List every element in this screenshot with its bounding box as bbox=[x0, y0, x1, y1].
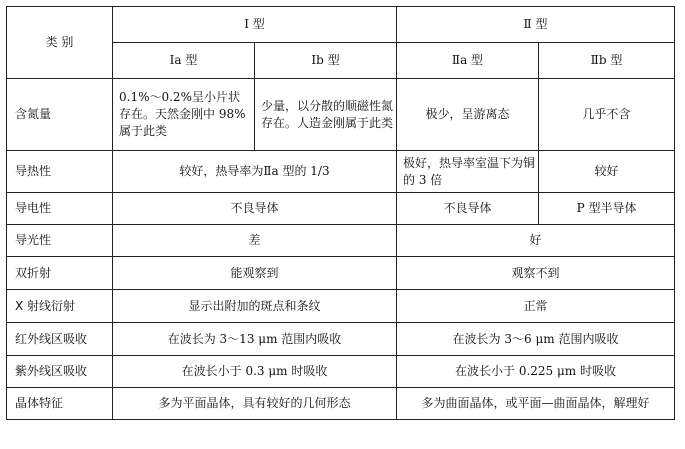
table-row bbox=[7, 388, 675, 420]
table-row bbox=[7, 356, 675, 388]
row-label-xray: X 射线衍射 bbox=[7, 290, 113, 323]
nitrogen-type-1b: 少量，以分散的顺磁性氮存在。人造金刚属于此类 bbox=[255, 79, 397, 151]
infrared-type-2: 在波长为 3～6 μm 范围内吸收 bbox=[397, 323, 675, 356]
table-row bbox=[7, 257, 675, 290]
nitrogen-type-2b: 几乎不含 bbox=[539, 79, 675, 151]
row-label-ultraviolet: 紫外线区吸收 bbox=[7, 356, 113, 388]
row-label-electric: 导电性 bbox=[7, 193, 113, 225]
row-label-crystal: 晶体特征 bbox=[7, 388, 113, 420]
ultraviolet-type-1: 在波长小于 0.3 μm 时吸收 bbox=[113, 356, 397, 388]
table-row bbox=[7, 151, 675, 193]
nitrogen-type-1a: 0.1%～0.2%呈小片状存在。天然金刚中 98%属于此类 bbox=[113, 79, 255, 151]
electric-type-1: 不良导体 bbox=[113, 193, 397, 225]
birefringence-type-2: 观察不到 bbox=[397, 257, 675, 290]
diamond-type-comparison-table bbox=[6, 6, 675, 420]
header-type-2: Ⅱ 型 bbox=[397, 7, 675, 43]
crystal-type-1: 多为平面晶体，具有较好的几何形态 bbox=[113, 388, 397, 420]
electric-type-2a: 不良导体 bbox=[397, 193, 539, 225]
optical-type-1: 差 bbox=[113, 225, 397, 257]
header-type-1a: Ⅰa 型 bbox=[113, 43, 255, 79]
row-label-thermal: 导热性 bbox=[7, 151, 113, 193]
table-row bbox=[7, 323, 675, 356]
crystal-type-2: 多为曲面晶体，或平面—曲面晶体，解理好 bbox=[397, 388, 675, 420]
birefringence-type-1: 能观察到 bbox=[113, 257, 397, 290]
xray-type-2: 正常 bbox=[397, 290, 675, 323]
row-label-birefringence: 双折射 bbox=[7, 257, 113, 290]
infrared-type-1: 在波长为 3～13 μm 范围内吸收 bbox=[113, 323, 397, 356]
header-type-2a: Ⅱa 型 bbox=[397, 43, 539, 79]
table-row bbox=[7, 290, 675, 323]
thermal-type-2a: 极好，热导率室温下为铜的 3 倍 bbox=[397, 151, 539, 193]
header-category: 类 别 bbox=[7, 7, 113, 79]
row-label-nitrogen: 含氮量 bbox=[7, 79, 113, 151]
row-label-infrared: 红外线区吸收 bbox=[7, 323, 113, 356]
header-type-1: Ⅰ 型 bbox=[113, 7, 397, 43]
table-row bbox=[7, 79, 675, 151]
table-row bbox=[7, 225, 675, 257]
xray-type-1: 显示出附加的斑点和条纹 bbox=[113, 290, 397, 323]
row-label-optical: 导光性 bbox=[7, 225, 113, 257]
nitrogen-type-2a: 极少，呈游离态 bbox=[397, 79, 539, 151]
header-type-2b: Ⅱb 型 bbox=[539, 43, 675, 79]
header-type-1b: Ⅰb 型 bbox=[255, 43, 397, 79]
electric-type-2b: P 型半导体 bbox=[539, 193, 675, 225]
ultraviolet-type-2: 在波长小于 0.225 μm 时吸收 bbox=[397, 356, 675, 388]
optical-type-2: 好 bbox=[397, 225, 675, 257]
thermal-type-2b: 较好 bbox=[539, 151, 675, 193]
table-row bbox=[7, 193, 675, 225]
thermal-type-1: 较好，热导率为Ⅱa 型的 1/3 bbox=[113, 151, 397, 193]
